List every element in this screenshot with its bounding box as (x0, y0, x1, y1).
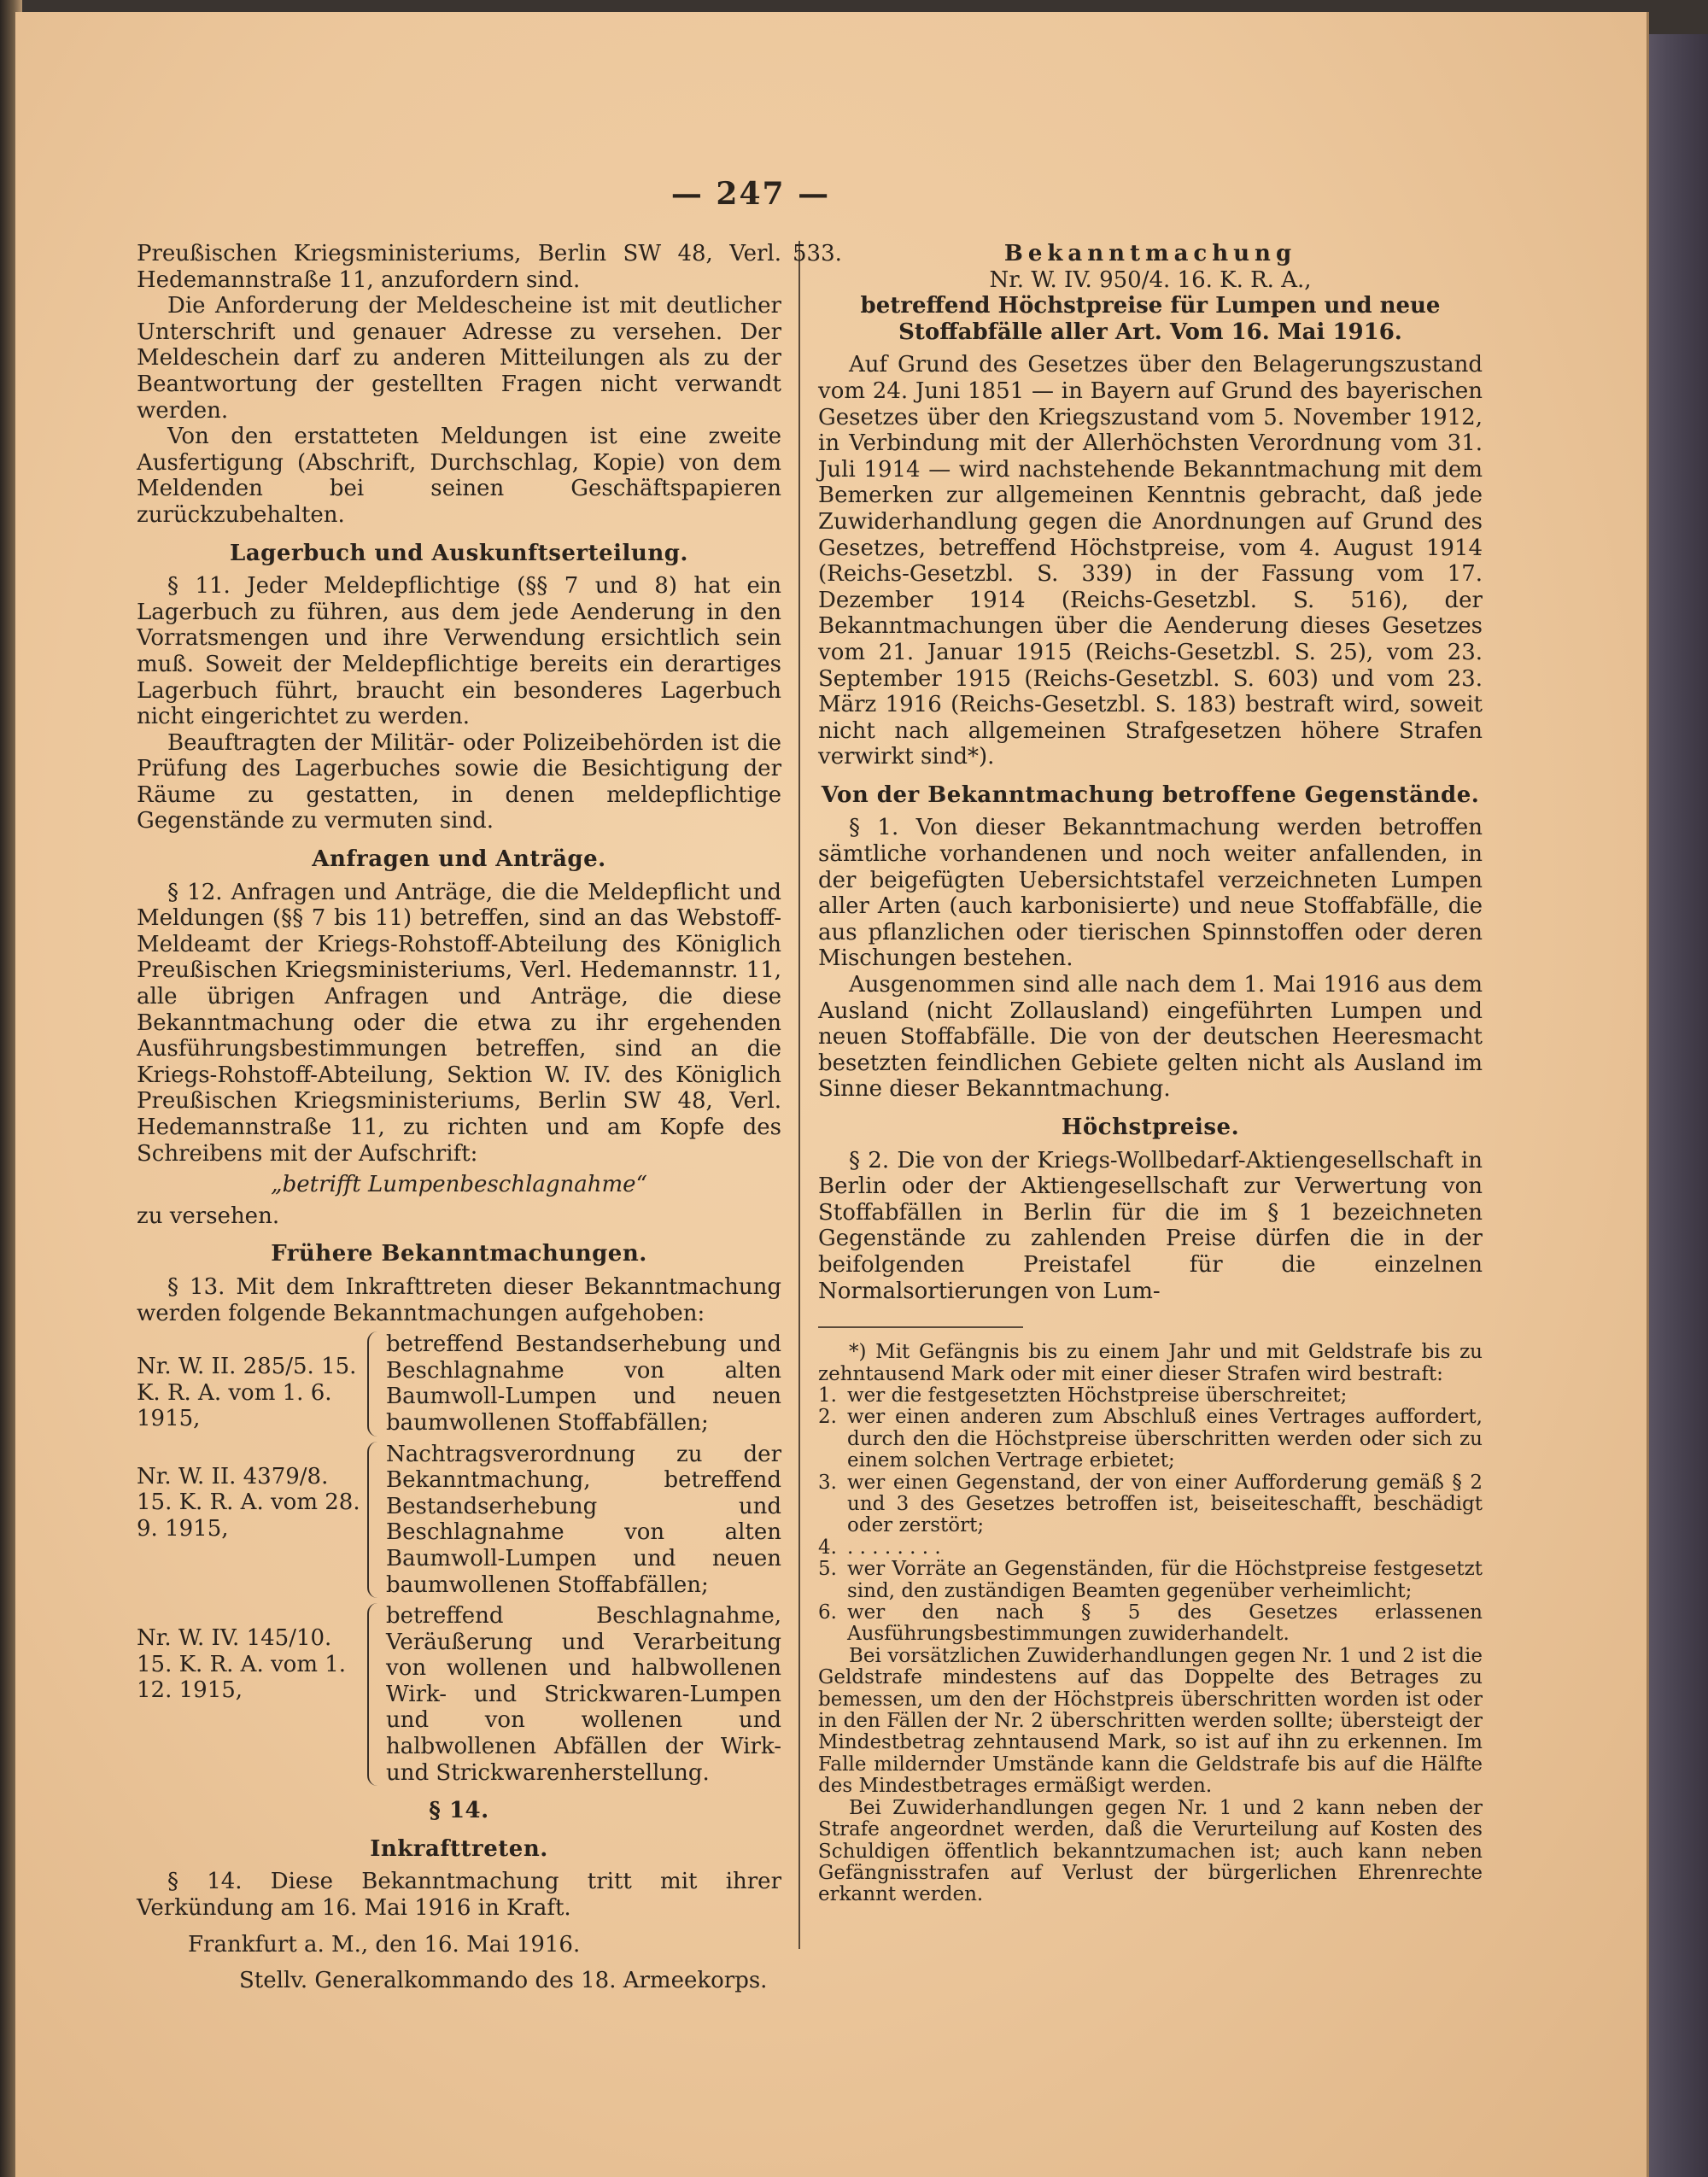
document-page (15, 12, 1649, 2177)
left-column (137, 241, 781, 1994)
paragraph-section-1: § 1. Von dieser Bekanntmachung werden betroffen sämtliche vorhandenen und noch weiter anfallenden, in der beigefügten Uebersichtstafel verzeichneten Lumpen aller Arten (auch karbonisierte) und neue Stoffabfälle, die aus pflanzlichen oder tierischen Spinnstoffen oder deren Mischungen bestehen. (818, 815, 1483, 972)
heading-fruehere: Frühere Bekanntmachungen. (271, 1241, 647, 1267)
footnote-item-number: 3. (818, 1471, 837, 1494)
paragraph-ausfertigung: Von den erstatteten Meldungen ist eine zweite Ausfertigung (Abschrift, Durchschlag, Kopie) von dem Meldenden bei seinen Geschäftspapieren zurückzubehalten. (137, 424, 781, 528)
repeal-entry-2 (137, 1442, 781, 1599)
repeal-entry-3 (137, 1603, 781, 1786)
footnote-intro: *) Mit Gefängnis bis zu einem Jahr und mit Geldstrafe bis zu zehntausend Mark oder mit einer dieser Strafen wird bestraft: (818, 1341, 1483, 1385)
announcement-title: Bekanntmachung (1003, 241, 1297, 266)
signature-place-date: Frankfurt a. M., den 16. Mai 1916. (188, 1931, 581, 1958)
footnote-item (818, 1407, 1483, 1472)
heading-lagerbuch: Lagerbuch und Auskunftserteilung. (230, 540, 688, 566)
announcement-number: 533. (793, 241, 842, 266)
paragraph-section-13: § 13. Mit dem Inkrafttreten dieser Bekanntmachung werden folgende Bekanntmachungen aufgehoben: (137, 1273, 781, 1326)
heading-section-14: § 14. (429, 1798, 489, 1824)
footnote-item (818, 1472, 1483, 1537)
footnote-item-number: 1. (818, 1384, 837, 1407)
footnote-item-number: 4. (818, 1536, 837, 1559)
footnote-item-number: 5. (818, 1558, 837, 1581)
footnote-item-text: wer Vorräte an Gegenständen, für die Höchstpreise festgesetzt sind, den zuständigen Beamten gegenüber verheimlicht; (847, 1558, 1483, 1602)
paragraph-ausgenommen: Ausgenommen sind alle nach dem 1. Mai 1916 aus dem Ausland (nicht Zollausland) eingeführten Lumpen und neuen Stoffabfälle. Die von der deutschen Heeresmacht besetzten feindlichen Gebiete gelten nicht als Ausland im Sinne dieser Bekanntmachung. (818, 972, 1483, 1103)
heading-hoechstpreise: Höchstpreise. (1061, 1115, 1240, 1140)
paragraph-versehen: zu versehen. (137, 1203, 280, 1229)
repeal-entry-1 (137, 1331, 781, 1436)
footnote-item-text: . . . . . . . . (847, 1536, 941, 1559)
paragraph-intro: Auf Grund des Gesetzes über den Belagerungszustand vom 24. Juni 1851 — in Bayern auf Grund des bayerischen Gesetzes über den Kriegszustand vom 5. November 1912, in Verbindung mit der Allerhöchsten Verordnung vom 31. Juli 1914 — wird nachstehende Bekanntmachung mit dem Bemerken zur allgemeinen Kenntnis gebracht, daß jede Zuwiderhandlung gegen die Anordnungen auf Grund des Gesetzes, betreffend Höchstpreise, vom 4. August 1914 (Reichs-Gesetzbl. S. 339) in der Fassung vom 17. Dezember 1914 (Reichs-Gesetzbl. S. 516), der Bekanntmachungen über die Aenderung dieses Gesetzes vom 21. Januar 1915 (Reichs-Gesetzbl. S. 25), vom 23. September 1915 (Reichs-Gesetzbl. S. 603) und vom 23. März 1916 (Reichs-Gesetzbl. S. 183) bestraft wird, soweit nicht nach allgemeinen Strafgesetzen höhere Strafen verwirkt sind*). (818, 352, 1483, 770)
paragraph-beauftragten: Beauftragten der Militär- oder Polizeibehörden ist die Prüfung des Lagerbuches sowie die Besichtigung der Räume zu gestatten, in denen meldepflichtige Gegenstände zu vermuten sind. (137, 729, 781, 834)
heading-betroffene: Von der Bekanntmachung betroffene Gegenstände. (821, 781, 1480, 808)
heading-anfragen: Anfragen und Anträge. (312, 846, 606, 873)
right-column (793, 241, 1483, 1906)
footnote-item-text: wer einen anderen zum Abschluß eines Vertrages auffordert, durch den die Höchstpreise überschritten werden oder sich zu einem solchen Vertrage erbietet; (847, 1406, 1483, 1472)
footnote (818, 1342, 1483, 1906)
paragraph-section-11: § 11. Jeder Meldepflichtige (§§ 7 und 8) hat ein Lagerbuch zu führen, aus dem jede Aenderung in den Vorratsmengen und ihre Verwendung ersichtlich sein muß. Soweit der Meldepflichtige bereits ein derartiges Lagerbuch führt, braucht ein besonderes Lagerbuch nicht eingerichtet zu werden. (137, 573, 781, 730)
footnote-item-number: 6. (818, 1601, 837, 1624)
paragraph-continuation: Preußischen Kriegsministeriums, Berlin SW 48, Verl. Hedemannstraße 11, anzufordern sind. (137, 241, 781, 293)
footnote-item (818, 1602, 1483, 1646)
brace-glyph (367, 1331, 381, 1436)
repeal-ref: Nr. W. II. 285/5. 15. K. R. A. vom 1. 6. 1915, (137, 1354, 357, 1432)
footnote-rule (818, 1326, 1023, 1328)
paragraph-section-2: § 2. Die von der Kriegs-Wollbedarf-Aktiengesellschaft in Berlin oder der Aktiengesellschaft zur Verwertung von Stoffabfällen in Berlin für die im § 1 bezeichneten Gegenstände zu zahlenden Preise dürfen die in der beifolgenden Preistafel für die einzelnen Normalsortierungen von Lum- (818, 1147, 1483, 1304)
footnote-paragraph-1: Bei vorsätzlichen Zuwiderhandlungen gegen Nr. 1 und 2 ist die Geldstrafe mindestens auf das Doppelte des Betrages zu bemessen, um den der Höchstpreis überschritten worden ist oder in den Fällen der Nr. 2 überschritten werden sollte; übersteigt der Mindestbetrag zehntausend Mark, so ist auf ihn zu erkennen. Im Falle mildernder Umstände kann die Geldstrafe bis auf die Hälfte des Mindestbetrages ermäßigt werden. (818, 1644, 1483, 1798)
announcement-subtitle: betreffend Höchstpreise für Lumpen und neue Stoffabfälle aller Art. Vom 16. Mai 1916. (860, 293, 1441, 345)
page-number: — 247 — (670, 176, 831, 212)
footnote-item (818, 1559, 1483, 1602)
brace-glyph (367, 1603, 381, 1786)
footnote-item-text: wer den nach § 5 des Gesetzes erlassenen Ausführungsbestimmungen zuwiderhandelt. (847, 1601, 1483, 1646)
footnote-paragraph-2: Bei Zuwiderhandlungen gegen Nr. 1 und 2 kann neben der Strafe angeordnet werden, daß die Verurteilung auf Kosten des Schuldigen öffentlich bekanntzumachen ist; auch kann neben Gefängnisstrafen auf Verlust der bürgerlichen Ehrenrechte erkannt werden. (818, 1796, 1483, 1906)
column-divider (798, 241, 800, 1949)
repeal-text: betreffend Bestandserhebung und Beschlagnahme von alten Baumwoll-Lumpen und neuen baumwollenen Stoffabfällen; (386, 1331, 781, 1436)
repeal-ref: Nr. W. II. 4379/8. 15. K. R. A. vom 28. 9. 1915, (137, 1463, 360, 1542)
announcement-reference: Nr. W. IV. 950/4. 16. K. R. A., (989, 266, 1312, 293)
repeal-text: betreffend Beschlagnahme, Veräußerung und Verarbeitung von wollenen und halbwollenen Wirk- und Strickwaren-Lumpen und von wollenen und halbwollenen Abfällen der Wirk- und Strickwarenherstellung. (386, 1603, 781, 1786)
footnote-item (818, 1537, 1483, 1559)
footnote-item-number: 2. (818, 1406, 837, 1429)
signature-authority: Stellv. Generalkommando des 18. Armeekorps. (239, 1968, 768, 1994)
footnote-item-text: wer die festgesetzten Höchstpreise überschreitet; (847, 1384, 1348, 1407)
quote-lumpenbeschlagnahme: „betrifft Lumpenbeschlagnahme“ (271, 1172, 647, 1198)
paragraph-anforderung: Die Anforderung der Meldescheine ist mit deutlicher Unterschrift und genauer Adresse zu versehen. Der Meldeschein darf zu anderen Mitteilungen als zu der Beantwortung der gestellten Fragen nicht verwandt werden. (137, 293, 781, 424)
heading-inkrafttreten: Inkrafttreten. (370, 1835, 548, 1862)
footnote-item-text: wer einen Gegenstand, der von einer Aufforderung gemäß § 2 und 3 des Gesetzes betroffen ist, beiseiteschafft, beschädigt oder zerstört; (847, 1471, 1483, 1537)
footnote-item (818, 1385, 1483, 1407)
repeal-ref: Nr. W. IV. 145/10. 15. K. R. A. vom 1. 12. 1915, (137, 1625, 347, 1704)
repeal-text: Nachtragsverordnung zu der Bekanntmachung, betreffend Bestandserhebung und Beschlagnahme von alten Baumwoll-Lumpen und neuen baumwollenen Stoffabfällen; (386, 1441, 781, 1598)
paragraph-section-14: § 14. Diese Bekanntmachung tritt mit ihrer Verkündung am 16. Mai 1916 in Kraft. (137, 1869, 781, 1922)
brace-glyph (367, 1442, 381, 1599)
paragraph-section-12: § 12. Anfragen und Anträge, die die Meldepflicht und Meldungen (§§ 7 bis 11) betreffen, sind an das Webstoff-Meldeamt der Kriegs-Rohstoff-Abteilung des Königlich Preußischen Kriegsministeriums, Verl. Hedemannstr. 11, alle übrigen Anfragen und Anträge, die diese Bekanntmachung oder die etwa zu ihr ergehenden Ausführungsbestimmungen betreffen, sind an die Kriegs-Rohstoff-Abteilung, Sektion W. IV. des Königlich Preußischen Kriegsministeriums, Berlin SW 48, Verl. Hedemannstraße 11, zu richten und am Kopfe des Schreibens mit der Aufschrift: (137, 879, 781, 1167)
